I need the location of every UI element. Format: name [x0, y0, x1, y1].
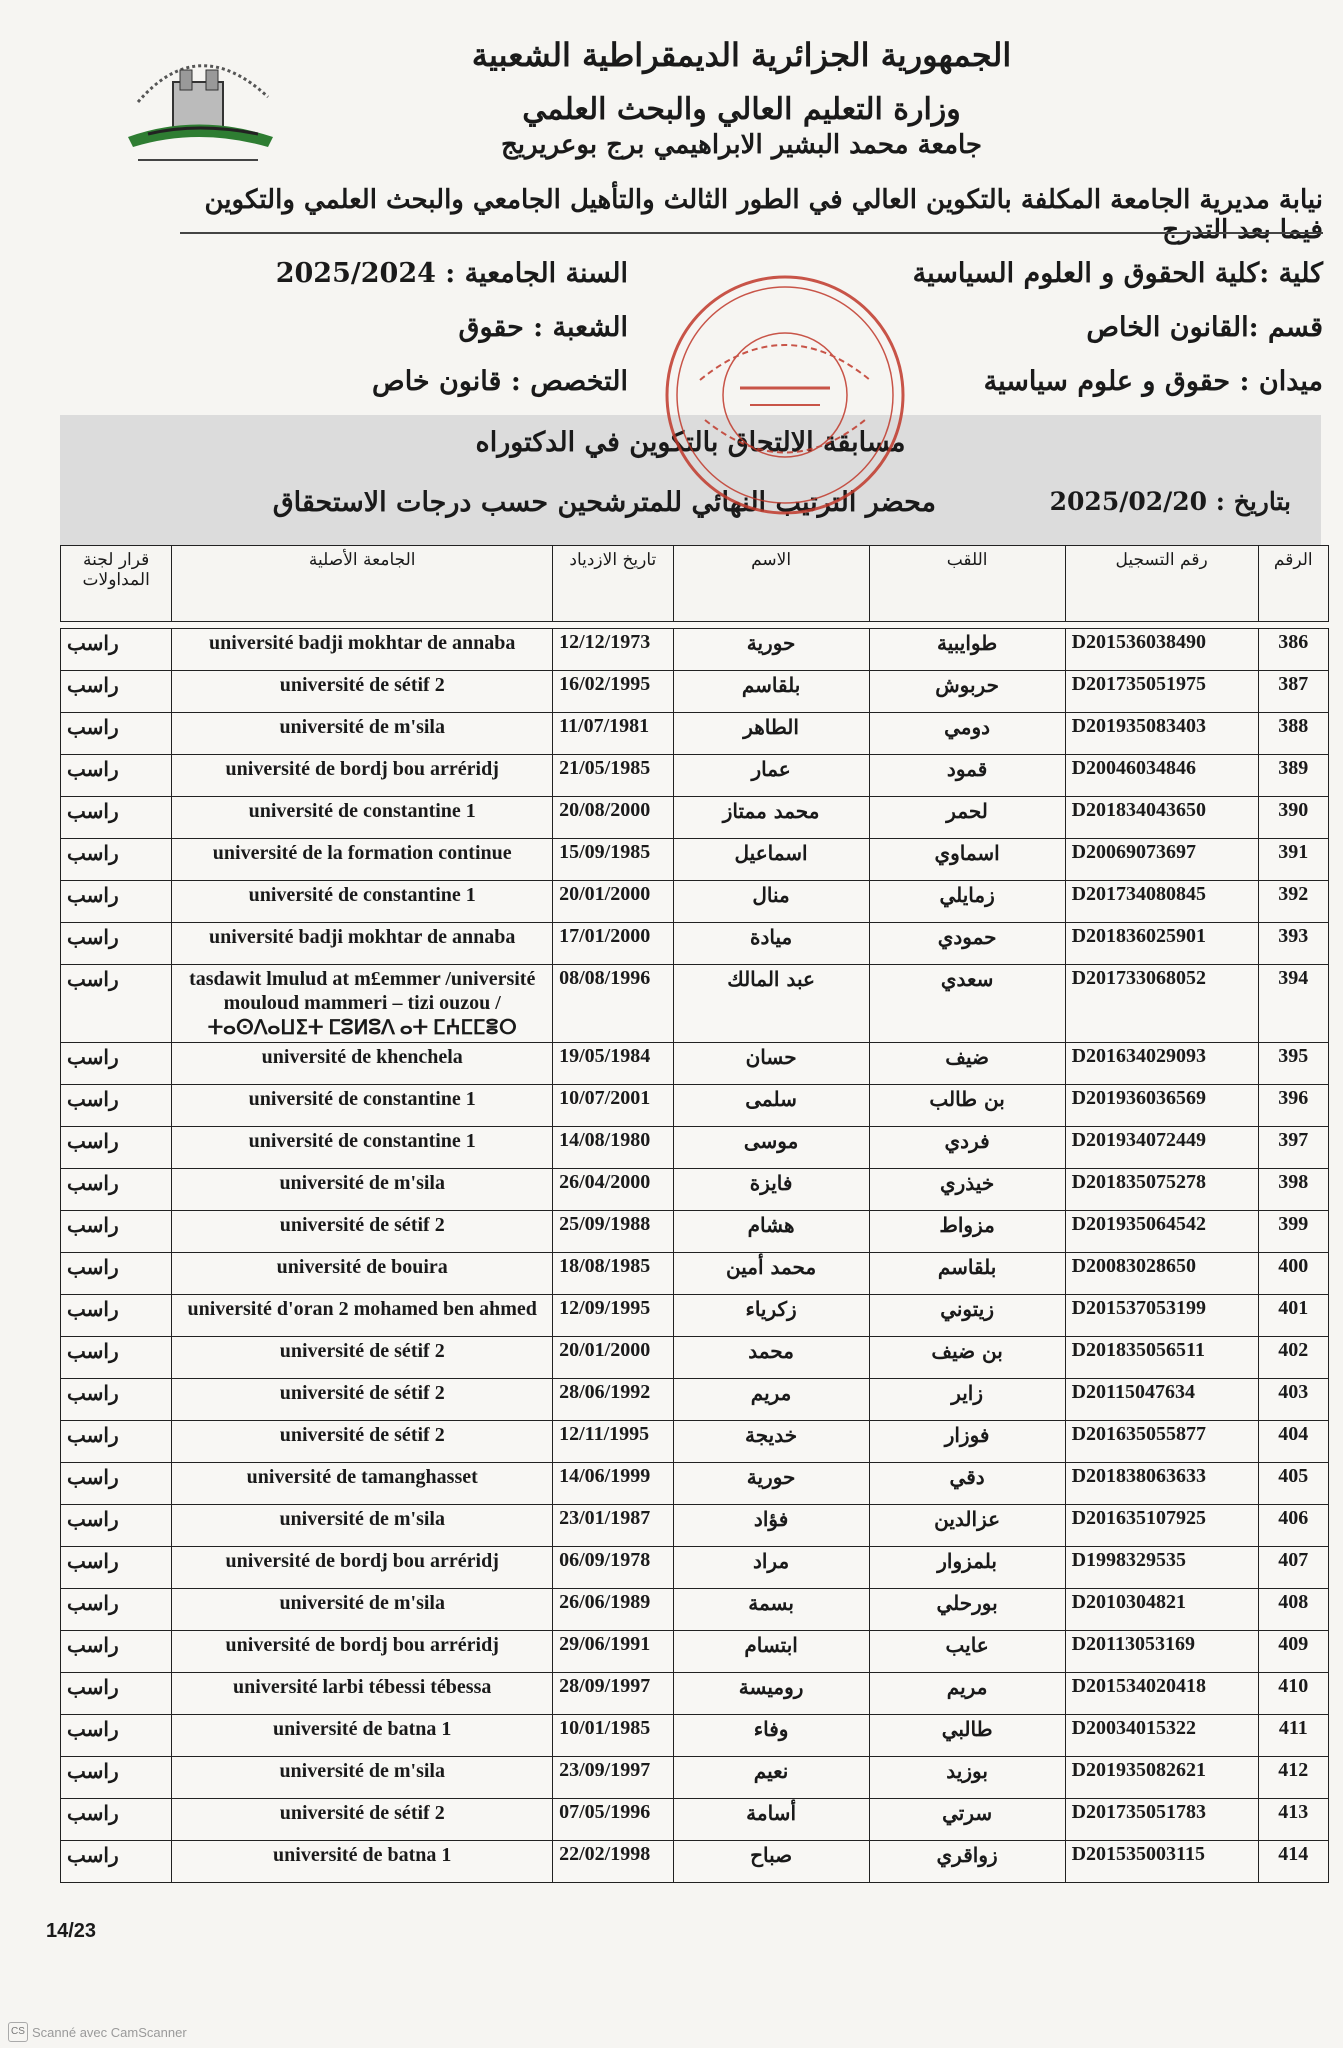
- first-name-cell: روميسة: [673, 1673, 869, 1715]
- table-row: [61, 629, 1329, 671]
- committee-decision-cell: راسب: [61, 797, 172, 839]
- first-name-cell: صباح: [673, 1841, 869, 1883]
- origin-university-cell: université de bouira: [172, 1253, 553, 1295]
- committee-decision-cell: راسب: [61, 1673, 172, 1715]
- committee-decision-cell: راسب: [61, 965, 172, 1043]
- surname-cell: قمود: [869, 755, 1065, 797]
- registration-number-cell: D20046034846: [1065, 755, 1258, 797]
- table-row: [61, 1085, 1329, 1127]
- row-number-cell: 413: [1258, 1799, 1328, 1841]
- registration-number-cell: D20115047634: [1065, 1379, 1258, 1421]
- table-row: [61, 1127, 1329, 1169]
- surname-cell: دومي: [869, 713, 1065, 755]
- origin-university-cell: université de constantine 1: [172, 881, 553, 923]
- row-number-cell: 389: [1258, 755, 1328, 797]
- table-row: [61, 1589, 1329, 1631]
- table-row: [61, 797, 1329, 839]
- row-number-cell: 409: [1258, 1631, 1328, 1673]
- origin-university-cell: université de bordj bou arréridj: [172, 1631, 553, 1673]
- surname-cell: سرتي: [869, 1799, 1065, 1841]
- birth-date-cell: 28/09/1997: [553, 1673, 673, 1715]
- origin-university-cell: université de m'sila: [172, 1505, 553, 1547]
- row-number-cell: 391: [1258, 839, 1328, 881]
- birth-date-cell: 20/01/2000: [553, 1337, 673, 1379]
- table-row: [61, 1463, 1329, 1505]
- origin-university-cell: université de sétif 2: [172, 1379, 553, 1421]
- committee-decision-cell: راسب: [61, 1169, 172, 1211]
- origin-university-cell: université de sétif 2: [172, 1421, 553, 1463]
- surname-cell: خيذري: [869, 1169, 1065, 1211]
- origin-university-cell: université de la formation continue: [172, 839, 553, 881]
- surname-cell: زاير: [869, 1379, 1065, 1421]
- birth-date-cell: 28/06/1992: [553, 1379, 673, 1421]
- ministry-title: وزارة التعليم العالي والبحث العلمي: [522, 92, 961, 127]
- academic-year-label: السنة الجامعية : 2025/2024: [275, 258, 628, 289]
- table-row: [61, 1505, 1329, 1547]
- first-name-cell: ابتسام: [673, 1631, 869, 1673]
- registration-number-cell: D201838063633: [1065, 1463, 1258, 1505]
- header-divider: [180, 232, 1323, 234]
- surname-cell: بن طالب: [869, 1085, 1065, 1127]
- col-dob-header: تاريخ الازدياد: [553, 546, 673, 622]
- table-row: [61, 1715, 1329, 1757]
- first-name-cell: زكرياء: [673, 1295, 869, 1337]
- row-number-cell: 408: [1258, 1589, 1328, 1631]
- first-name-cell: عمار: [673, 755, 869, 797]
- first-name-cell: وفاء: [673, 1715, 869, 1757]
- registration-number-cell: D201836025901: [1065, 923, 1258, 965]
- registration-number-cell: D20083028650: [1065, 1253, 1258, 1295]
- row-number-cell: 387: [1258, 671, 1328, 713]
- table-row: [61, 881, 1329, 923]
- committee-decision-cell: راسب: [61, 923, 172, 965]
- origin-university-cell: université de constantine 1: [172, 1085, 553, 1127]
- table-row: [61, 1799, 1329, 1841]
- scanner-watermark: [8, 2022, 187, 2042]
- registration-number-cell: D201635055877: [1065, 1421, 1258, 1463]
- row-number-cell: 404: [1258, 1421, 1328, 1463]
- table-row: [61, 1673, 1329, 1715]
- surname-cell: بورحلي: [869, 1589, 1065, 1631]
- faculty-label: كلية :كلية الحقوق و العلوم السياسية: [912, 258, 1323, 289]
- committee-decision-cell: راسب: [61, 839, 172, 881]
- registration-number-cell: D201635107925: [1065, 1505, 1258, 1547]
- birth-date-cell: 18/08/1985: [553, 1253, 673, 1295]
- col-decision-header: قرار لجنة المداولات: [61, 546, 172, 622]
- surname-cell: اسماوي: [869, 839, 1065, 881]
- registration-number-cell: D201935082621: [1065, 1757, 1258, 1799]
- first-name-cell: حورية: [673, 629, 869, 671]
- row-number-cell: 386: [1258, 629, 1328, 671]
- origin-university-cell: université de sétif 2: [172, 1799, 553, 1841]
- first-name-cell: سلمى: [673, 1085, 869, 1127]
- surname-cell: زمايلي: [869, 881, 1065, 923]
- committee-decision-cell: راسب: [61, 1211, 172, 1253]
- row-number-cell: 395: [1258, 1043, 1328, 1085]
- row-number-cell: 396: [1258, 1085, 1328, 1127]
- first-name-cell: اسماعيل: [673, 839, 869, 881]
- surname-cell: دقي: [869, 1463, 1065, 1505]
- table-row: [61, 839, 1329, 881]
- first-name-cell: مراد: [673, 1547, 869, 1589]
- row-number-cell: 414: [1258, 1841, 1328, 1883]
- origin-university-cell: université de khenchela: [172, 1043, 553, 1085]
- birth-date-cell: 07/05/1996: [553, 1799, 673, 1841]
- committee-decision-cell: راسب: [61, 1253, 172, 1295]
- row-number-cell: 388: [1258, 713, 1328, 755]
- birth-date-cell: 22/02/1998: [553, 1841, 673, 1883]
- surname-cell: حمودي: [869, 923, 1065, 965]
- row-number-cell: 401: [1258, 1295, 1328, 1337]
- surname-cell: زيتوني: [869, 1295, 1065, 1337]
- birth-date-cell: 20/08/2000: [553, 797, 673, 839]
- table-row: [61, 713, 1329, 755]
- table-row: [61, 1841, 1329, 1883]
- committee-decision-cell: راسب: [61, 1127, 172, 1169]
- table-row: [61, 1421, 1329, 1463]
- row-number-cell: 390: [1258, 797, 1328, 839]
- origin-university-cell: université larbi tébessi tébessa: [172, 1673, 553, 1715]
- scanner-watermark-text: Scanné avec CamScanner: [32, 2024, 187, 2040]
- origin-university-cell: université de m'sila: [172, 1757, 553, 1799]
- birth-date-cell: 23/09/1997: [553, 1757, 673, 1799]
- row-number-cell: 399: [1258, 1211, 1328, 1253]
- camscanner-icon: CS: [8, 2022, 28, 2042]
- committee-decision-cell: راسب: [61, 1379, 172, 1421]
- results-table: [60, 545, 1329, 1883]
- university-title: جامعة محمد البشير الابراهيمي برج بوعريريج: [500, 130, 983, 160]
- origin-university-cell: tasdawit lmulud at m£emmer /université mouloud mammeri – tizi ouzou /ⵜⴰⵙⴷⴰⵡⵉⵜ ⵎⵓⵍⵓⴷ ⴰⵜ ⵎⵄⵎⵎⴻⵔ: [172, 965, 553, 1043]
- first-name-cell: موسى: [673, 1127, 869, 1169]
- first-name-cell: ميادة: [673, 923, 869, 965]
- committee-decision-cell: راسب: [61, 1421, 172, 1463]
- table-row: [61, 1631, 1329, 1673]
- origin-university-cell: université badji mokhtar de annaba: [172, 629, 553, 671]
- committee-decision-cell: راسب: [61, 1757, 172, 1799]
- surname-cell: لحمر: [869, 797, 1065, 839]
- branch-label: الشعبة : حقوق: [458, 312, 628, 343]
- birth-date-cell: 20/01/2000: [553, 881, 673, 923]
- first-name-cell: بسمة: [673, 1589, 869, 1631]
- table-row: [61, 1253, 1329, 1295]
- birth-date-cell: 12/11/1995: [553, 1421, 673, 1463]
- surname-cell: فردي: [869, 1127, 1065, 1169]
- committee-decision-cell: راسب: [61, 1463, 172, 1505]
- surname-cell: طوايبية: [869, 629, 1065, 671]
- registration-number-cell: D201735051783: [1065, 1799, 1258, 1841]
- vice-rectorate-title: نيابة مديرية الجامعة المكلفة بالتكوين العالي في الطور الثالث والتأهيل الجامعي والبحث العلمي والتكوين فيما بعد التدرج: [204, 185, 1323, 245]
- row-number-cell: 398: [1258, 1169, 1328, 1211]
- origin-university-cell: université de constantine 1: [172, 1127, 553, 1169]
- surname-cell: مزواط: [869, 1211, 1065, 1253]
- committee-decision-cell: راسب: [61, 1715, 172, 1757]
- department-label: قسم :القانون الخاص: [1086, 312, 1323, 343]
- first-name-cell: نعيم: [673, 1757, 869, 1799]
- table-row: [61, 1757, 1329, 1799]
- row-number-cell: 411: [1258, 1715, 1328, 1757]
- row-number-cell: 403: [1258, 1379, 1328, 1421]
- first-name-cell: محمد أمين: [673, 1253, 869, 1295]
- row-number-cell: 392: [1258, 881, 1328, 923]
- birth-date-cell: 29/06/1991: [553, 1631, 673, 1673]
- registration-number-cell: D201634029093: [1065, 1043, 1258, 1085]
- report-subtitle: محضر الترتيب النهائي للمترشحين حسب درجات الاستحقاق: [272, 487, 936, 518]
- origin-university-cell: université de m'sila: [172, 1169, 553, 1211]
- contest-title: مسابقة الالتحاق بالتكوين في الدكتوراه: [475, 427, 906, 458]
- registration-number-cell: D20034015322: [1065, 1715, 1258, 1757]
- committee-decision-cell: راسب: [61, 881, 172, 923]
- committee-decision-cell: راسب: [61, 755, 172, 797]
- committee-decision-cell: راسب: [61, 1589, 172, 1631]
- birth-date-cell: 17/01/2000: [553, 923, 673, 965]
- birth-date-cell: 14/06/1999: [553, 1463, 673, 1505]
- birth-date-cell: 19/05/1984: [553, 1043, 673, 1085]
- registration-number-cell: D2010304821: [1065, 1589, 1258, 1631]
- row-number-cell: 412: [1258, 1757, 1328, 1799]
- committee-decision-cell: راسب: [61, 1799, 172, 1841]
- table-row: [61, 923, 1329, 965]
- origin-university-cell: université badji mokhtar de annaba: [172, 923, 553, 965]
- report-date: بتاريخ : 2025/02/20: [1049, 487, 1291, 516]
- page-number: 14/23: [46, 1920, 97, 1942]
- committee-decision-cell: راسب: [61, 1295, 172, 1337]
- table-row: [61, 1295, 1329, 1337]
- registration-number-cell: D201734080845: [1065, 881, 1258, 923]
- first-name-cell: محمد: [673, 1337, 869, 1379]
- official-stamp: [660, 270, 910, 520]
- first-name-cell: أسامة: [673, 1799, 869, 1841]
- registration-number-cell: D201536038490: [1065, 629, 1258, 671]
- first-name-cell: مريم: [673, 1379, 869, 1421]
- registration-number-cell: D20069073697: [1065, 839, 1258, 881]
- specialty-label: التخصص : قانون خاص: [372, 366, 628, 397]
- surname-cell: زواقري: [869, 1841, 1065, 1883]
- birth-date-cell: 12/12/1973: [553, 629, 673, 671]
- row-number-cell: 400: [1258, 1253, 1328, 1295]
- table-row: [61, 1547, 1329, 1589]
- registration-number-cell: D1998329535: [1065, 1547, 1258, 1589]
- first-name-cell: حسان: [673, 1043, 869, 1085]
- committee-decision-cell: راسب: [61, 1505, 172, 1547]
- birth-date-cell: 08/08/1996: [553, 965, 673, 1043]
- surname-cell: مريم: [869, 1673, 1065, 1715]
- origin-university-cell: université de m'sila: [172, 713, 553, 755]
- origin-university-cell: université de sétif 2: [172, 1211, 553, 1253]
- committee-decision-cell: راسب: [61, 671, 172, 713]
- birth-date-cell: 15/09/1985: [553, 839, 673, 881]
- surname-cell: بن ضيف: [869, 1337, 1065, 1379]
- table-header-row: [61, 546, 1329, 622]
- surname-cell: بوزيد: [869, 1757, 1065, 1799]
- birth-date-cell: 11/07/1981: [553, 713, 673, 755]
- row-number-cell: 407: [1258, 1547, 1328, 1589]
- first-name-cell: هشام: [673, 1211, 869, 1253]
- registration-number-cell: D201835056511: [1065, 1337, 1258, 1379]
- row-number-cell: 402: [1258, 1337, 1328, 1379]
- origin-university-cell: université de bordj bou arréridj: [172, 1547, 553, 1589]
- university-logo: [118, 42, 278, 172]
- col-num-header: الرقم: [1258, 546, 1328, 622]
- table-row: [61, 1337, 1329, 1379]
- first-name-cell: منال: [673, 881, 869, 923]
- birth-date-cell: 23/01/1987: [553, 1505, 673, 1547]
- birth-date-cell: 16/02/1995: [553, 671, 673, 713]
- row-number-cell: 406: [1258, 1505, 1328, 1547]
- table-row: [61, 671, 1329, 713]
- table-row: [61, 1043, 1329, 1085]
- registration-number-cell: D201735051975: [1065, 671, 1258, 713]
- origin-university-cell: université de batna 1: [172, 1841, 553, 1883]
- row-number-cell: 393: [1258, 923, 1328, 965]
- committee-decision-cell: راسب: [61, 1337, 172, 1379]
- first-name-cell: الطاهر: [673, 713, 869, 755]
- registration-number-cell: D201535003115: [1065, 1841, 1258, 1883]
- registration-number-cell: D201936036569: [1065, 1085, 1258, 1127]
- origin-university-cell: université de bordj bou arréridj: [172, 755, 553, 797]
- first-name-cell: فايزة: [673, 1169, 869, 1211]
- surname-cell: فوزار: [869, 1421, 1065, 1463]
- row-number-cell: 405: [1258, 1463, 1328, 1505]
- domain-label: ميدان : حقوق و علوم سياسية: [983, 366, 1323, 397]
- registration-number-cell: D201935083403: [1065, 713, 1258, 755]
- surname-cell: بلقاسم: [869, 1253, 1065, 1295]
- birth-date-cell: 06/09/1978: [553, 1547, 673, 1589]
- birth-date-cell: 14/08/1980: [553, 1127, 673, 1169]
- birth-date-cell: 10/07/2001: [553, 1085, 673, 1127]
- origin-university-cell: université de m'sila: [172, 1589, 553, 1631]
- col-uni-header: الجامعة الأصلية: [172, 546, 553, 622]
- registration-number-cell: D201733068052: [1065, 965, 1258, 1043]
- col-reg-header: رقم التسجيل: [1065, 546, 1258, 622]
- birth-date-cell: 12/09/1995: [553, 1295, 673, 1337]
- origin-university-cell: université de constantine 1: [172, 797, 553, 839]
- surname-cell: عزالدين: [869, 1505, 1065, 1547]
- committee-decision-cell: راسب: [61, 713, 172, 755]
- surname-cell: حربوش: [869, 671, 1065, 713]
- committee-decision-cell: راسب: [61, 629, 172, 671]
- row-number-cell: 410: [1258, 1673, 1328, 1715]
- birth-date-cell: 25/09/1988: [553, 1211, 673, 1253]
- committee-decision-cell: راسب: [61, 1631, 172, 1673]
- republic-title: الجمهورية الجزائرية الديمقراطية الشعبية: [471, 36, 1012, 74]
- table-row: [61, 965, 1329, 1043]
- origin-university-cell: université de sétif 2: [172, 1337, 553, 1379]
- surname-cell: طالبي: [869, 1715, 1065, 1757]
- first-name-cell: حورية: [673, 1463, 869, 1505]
- col-surname-header: اللقب: [869, 546, 1065, 622]
- committee-decision-cell: راسب: [61, 1043, 172, 1085]
- origin-university-cell: université d'oran 2 mohamed ben ahmed: [172, 1295, 553, 1337]
- registration-number-cell: D201934072449: [1065, 1127, 1258, 1169]
- table-row: [61, 1379, 1329, 1421]
- surname-cell: عايب: [869, 1631, 1065, 1673]
- surname-cell: ضيف: [869, 1043, 1065, 1085]
- birth-date-cell: 26/06/1989: [553, 1589, 673, 1631]
- registration-number-cell: D201534020418: [1065, 1673, 1258, 1715]
- table-row: [61, 755, 1329, 797]
- surname-cell: سعدي: [869, 965, 1065, 1043]
- birth-date-cell: 21/05/1985: [553, 755, 673, 797]
- table-row: [61, 1211, 1329, 1253]
- col-name-header: الاسم: [673, 546, 869, 622]
- registration-number-cell: D201835075278: [1065, 1169, 1258, 1211]
- birth-date-cell: 26/04/2000: [553, 1169, 673, 1211]
- first-name-cell: فؤاد: [673, 1505, 869, 1547]
- committee-decision-cell: راسب: [61, 1841, 172, 1883]
- table-row: [61, 1169, 1329, 1211]
- registration-number-cell: D201834043650: [1065, 797, 1258, 839]
- first-name-cell: عبد المالك: [673, 965, 869, 1043]
- first-name-cell: خديجة: [673, 1421, 869, 1463]
- first-name-cell: بلقاسم: [673, 671, 869, 713]
- registration-number-cell: D201537053199: [1065, 1295, 1258, 1337]
- committee-decision-cell: راسب: [61, 1085, 172, 1127]
- birth-date-cell: 10/01/1985: [553, 1715, 673, 1757]
- origin-university-cell: université de tamanghasset: [172, 1463, 553, 1505]
- committee-decision-cell: راسب: [61, 1547, 172, 1589]
- row-number-cell: 394: [1258, 965, 1328, 1043]
- origin-university-cell: université de sétif 2: [172, 671, 553, 713]
- registration-number-cell: D201935064542: [1065, 1211, 1258, 1253]
- first-name-cell: محمد ممتاز: [673, 797, 869, 839]
- registration-number-cell: D20113053169: [1065, 1631, 1258, 1673]
- surname-cell: بلمزوار: [869, 1547, 1065, 1589]
- origin-university-cell: université de batna 1: [172, 1715, 553, 1757]
- row-number-cell: 397: [1258, 1127, 1328, 1169]
